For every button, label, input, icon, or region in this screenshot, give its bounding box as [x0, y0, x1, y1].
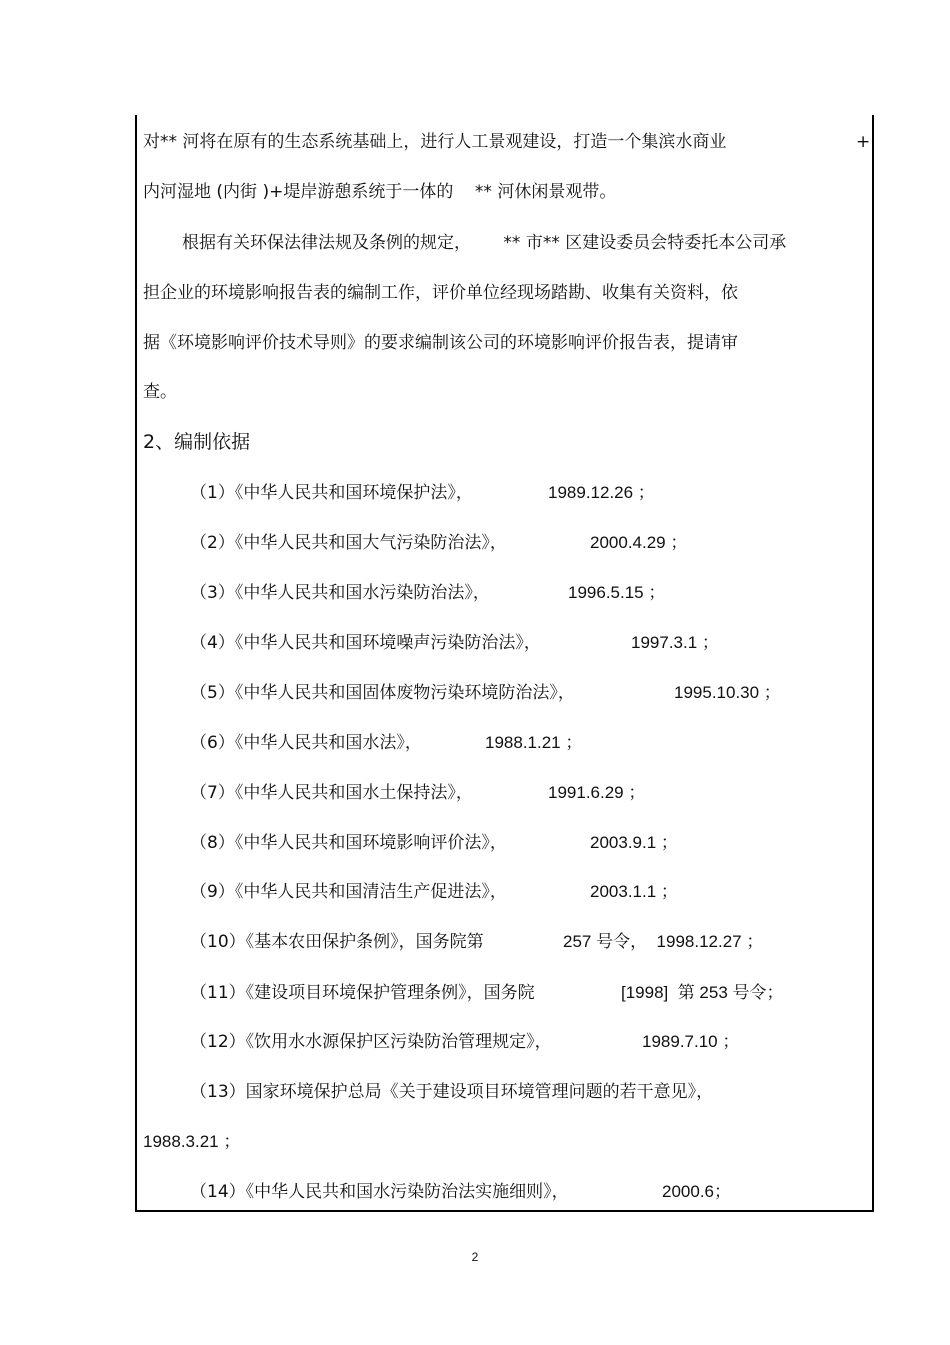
basis-item-6: （6）《中华人民共和国水法》，: [190, 733, 422, 753]
basis-item-10: （10）《基本农田保护条例》，国务院第: [190, 932, 484, 952]
basis-item-13-date: 1988.3.21 ；: [143, 1132, 241, 1151]
intro-line-1-plus: +: [856, 132, 871, 152]
paragraph-2-line-4: 查。: [143, 382, 177, 402]
basis-item-12: （12）《饮用水水源保护区污染防治管理规定》，: [190, 1032, 552, 1052]
basis-item-4-date: 1997.3.1 ；: [631, 633, 719, 652]
basis-item-7-date: 1991.6.29 ；: [548, 783, 646, 802]
page-number: 2: [471, 1250, 479, 1264]
basis-item-9: （9）《中华人民共和国清洁生产促进法》，: [190, 882, 507, 902]
basis-item-11: （11）《建设项目环境保护管理条例》，国务院: [190, 983, 535, 1003]
basis-item-10-date: 257 号令， 1998.12.27 ；: [563, 932, 764, 951]
basis-item-1: （1）《中华人民共和国环境保护法》，: [190, 483, 473, 503]
basis-item-6-date: 1988.1.21 ；: [485, 733, 583, 752]
basis-item-8: （8）《中华人民共和国环境影响评价法》，: [190, 833, 507, 853]
basis-item-14-date: 2000.6；: [662, 1182, 731, 1201]
basis-item-11-date: [1998] 第 253 号令；: [621, 983, 784, 1002]
basis-item-1-date: 1989.12.26 ；: [548, 483, 655, 502]
basis-item-7: （7）《中华人民共和国水土保持法》，: [190, 783, 473, 803]
basis-item-2: （2）《中华人民共和国大气污染防治法》，: [190, 533, 507, 553]
basis-item-9-date: 2003.1.1 ；: [590, 882, 678, 901]
basis-item-3: （3）《中华人民共和国水污染防治法》，: [190, 583, 490, 603]
basis-item-13: （13）国家环境保护总局《关于建设项目环境管理问题的若干意见》，: [190, 1082, 714, 1102]
basis-item-12-date: 1989.7.10 ；: [642, 1032, 740, 1051]
basis-item-3-date: 1996.5.15 ；: [568, 583, 666, 602]
paragraph-2-line-2: 担企业的环境影响报告表的编制工作，评价单位经现场踏勘、收集有关资料，依: [143, 283, 738, 303]
section-heading: 2、编制依据: [143, 431, 251, 453]
basis-item-4: （4）《中华人民共和国环境噪声污染防治法》，: [190, 633, 541, 653]
intro-line-1: 对** 河将在原有的生态系统基础上，进行人工景观建设，打造一个集滨水商业: [143, 132, 727, 152]
intro-line-2: 内河湿地 (内街 )+堤岸游憩系统于一体的 ** 河休闲景观带。: [143, 182, 617, 202]
paragraph-2-line-1: 根据有关环保法律法规及条例的规定， ** 市** 区建设委员会特委托本公司承: [182, 233, 787, 253]
basis-item-5-date: 1995.10.30 ；: [674, 683, 781, 702]
basis-item-5: （5）《中华人民共和国固体废物污染环境防治法》，: [190, 683, 575, 703]
basis-item-8-date: 2003.9.1 ；: [590, 833, 678, 852]
basis-item-2-date: 2000.4.29 ；: [590, 533, 688, 552]
paragraph-2-line-3: 据《环境影响评价技术导则》的要求编制该公司的环境影响评价报告表，提请审: [143, 333, 738, 353]
basis-item-14: （14）《中华人民共和国水污染防治法实施细则》，: [190, 1182, 569, 1202]
